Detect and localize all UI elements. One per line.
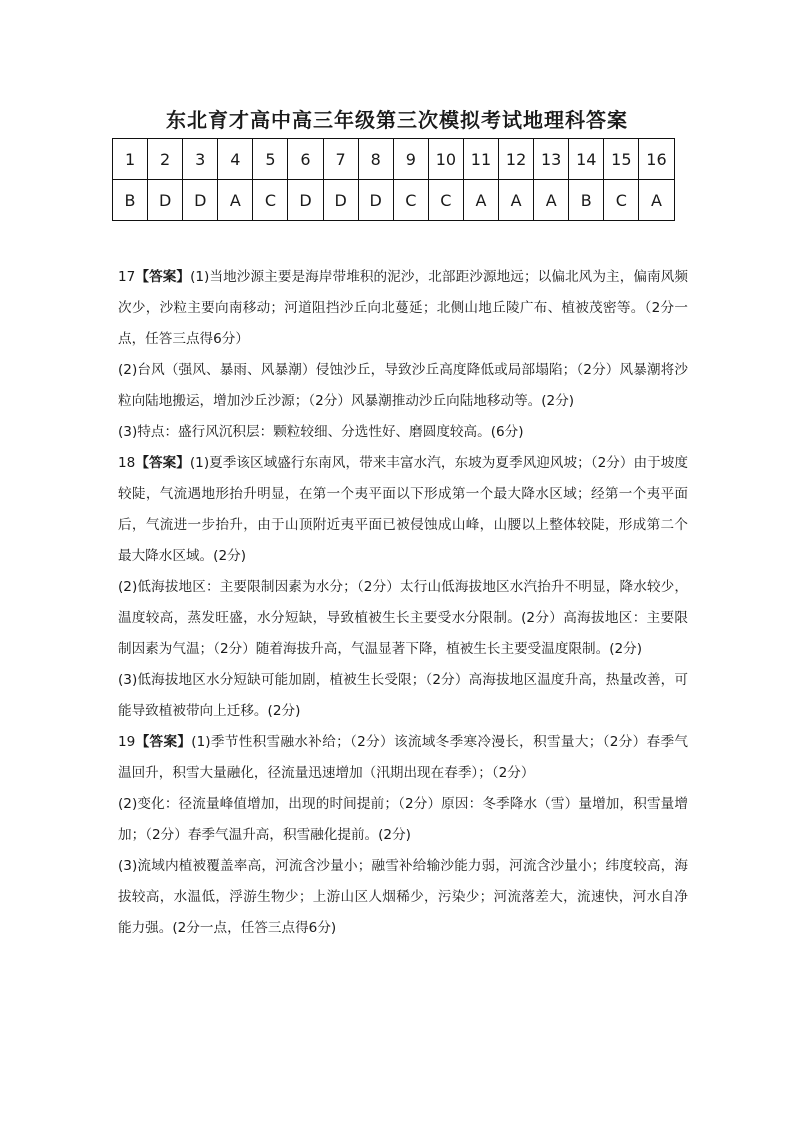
q17-answer-tag: 【答案】	[135, 269, 191, 285]
question-number-cell: 9	[393, 139, 428, 180]
question-19-answer	[118, 727, 688, 944]
q18-part-1-text: (1)夏季该区域盛行东南风，带来丰富水汽，东坡为夏季风迎风坡；（2分）由于坡度较陡，气流遇地形抬升明显，在第一个夷平面以下形成第一个最大降水区域；经第一个夷平面后，气流进一步抬升，由于山顶附近夷平面已被侵蚀成山峰，山腰以上整体较陡，形成第二个最大降水区域。(2分)	[118, 455, 689, 564]
answer-cell: A	[218, 180, 253, 221]
q18-number: 18	[118, 455, 136, 471]
question-17-answer	[118, 262, 688, 448]
answer-cell: B	[569, 180, 604, 221]
question-number-cell: 16	[639, 139, 674, 180]
question-18-answer	[118, 448, 688, 727]
q17-part-1-text: (1)当地沙源主要是海岸带堆积的泥沙，北部距沙源地远；以偏北风为主，偏南风频次少，沙粒主要向南移动；河道阻挡沙丘向北蔓延；北侧山地丘陵广布、植被茂密等。（2分一点，任答三点得6分）	[118, 269, 689, 347]
answer-cell: A	[534, 180, 569, 221]
q17-part-3: (3)特点：盛行风沉积层：颗粒较细、分选性好、磨圆度较高。(6分)	[118, 424, 524, 440]
answer-table	[112, 138, 675, 221]
question-number-cell: 10	[428, 139, 463, 180]
question-number-cell: 3	[183, 139, 218, 180]
q19-part-2: (2)变化：径流量峰值增加，出现的时间提前；（2分）原因：冬季降水（雪）量增加，积雪量增加；（2分）春季气温升高，积雪融化提前。(2分)	[118, 796, 688, 843]
question-number-cell: 14	[569, 139, 604, 180]
q19-part-3: (3)流域内植被覆盖率高，河流含沙量小；融雪补给输沙能力弱，河流含沙量小；纬度较高，海拔较高，水温低，浮游生物少；上游山区人烟稀少，污染少；河流落差大，流速快，河水自净能力强。(2分一点，任答三点得6分)	[118, 858, 688, 936]
q19-part-1-text: (1)季节性积雪融水补给；（2分）该流域冬季寒冷漫长，积雪量大；（2分）春季气温回升，积雪大量融化，径流量迅速增加（汛期出现在春季）；（2分）	[118, 734, 689, 781]
q18-part-3: (3)低海拔地区水分短缺可能加剧，植被生长受限；（2分）高海拔地区温度升高，热量改善，可能导致植被带向上迁移。(2分)	[118, 672, 688, 719]
question-number-cell: 11	[463, 139, 498, 180]
question-number-cell: 2	[148, 139, 183, 180]
q18-part-2: (2)低海拔地区：主要限制因素为水分；（2分）太行山低海拔地区水汽抬升不明显，降水较少，温度较高，蒸发旺盛，水分短缺，导致植被生长主要受水分限制。(2分）高海拔地区：主要限制因素为气温；（2分）随着海拔升高，气温显著下降，植被生长主要受温度限制。(2分)	[118, 579, 688, 657]
answer-cell: C	[253, 180, 288, 221]
q17-number: 17	[118, 269, 136, 285]
question-number-cell: 7	[323, 139, 358, 180]
answer-cell: D	[148, 180, 183, 221]
q19-number: 19	[118, 734, 136, 750]
answer-cell: B	[113, 180, 148, 221]
q18-answer-tag: 【答案】	[135, 455, 190, 471]
question-number-cell: 8	[358, 139, 393, 180]
answer-cell: C	[428, 180, 463, 221]
answer-cell: A	[639, 180, 674, 221]
question-number-row	[113, 139, 675, 180]
answer-cell: C	[393, 180, 428, 221]
question-number-cell: 5	[253, 139, 288, 180]
answer-cell: A	[463, 180, 498, 221]
answer-cell: D	[183, 180, 218, 221]
question-number-cell: 1	[113, 139, 148, 180]
answer-row	[113, 180, 675, 221]
answer-cell: C	[604, 180, 639, 221]
question-number-cell: 13	[534, 139, 569, 180]
q19-part-1	[118, 727, 688, 789]
question-number-cell: 15	[604, 139, 639, 180]
question-number-cell: 4	[218, 139, 253, 180]
answer-cell: D	[323, 180, 358, 221]
answer-cell: D	[288, 180, 323, 221]
question-number-cell: 6	[288, 139, 323, 180]
answer-cell: D	[358, 180, 393, 221]
question-number-cell: 12	[499, 139, 534, 180]
page-title: 东北育才高中高三年级第三次模拟考试地理科答案	[166, 108, 628, 132]
answer-cell: A	[499, 180, 534, 221]
q17-part-2: (2)台风（强风、暴雨、风暴潮）侵蚀沙丘，导致沙丘高度降低或局部塌陷；（2分）风暴潮将沙粒向陆地搬运，增加沙丘沙源；（2分）风暴潮推动沙丘向陆地移动等。(2分)	[118, 362, 688, 409]
answer-content	[118, 262, 688, 944]
q19-answer-tag: 【答案】	[135, 734, 192, 750]
q18-part-1	[118, 448, 688, 572]
q17-part-1	[118, 262, 688, 355]
